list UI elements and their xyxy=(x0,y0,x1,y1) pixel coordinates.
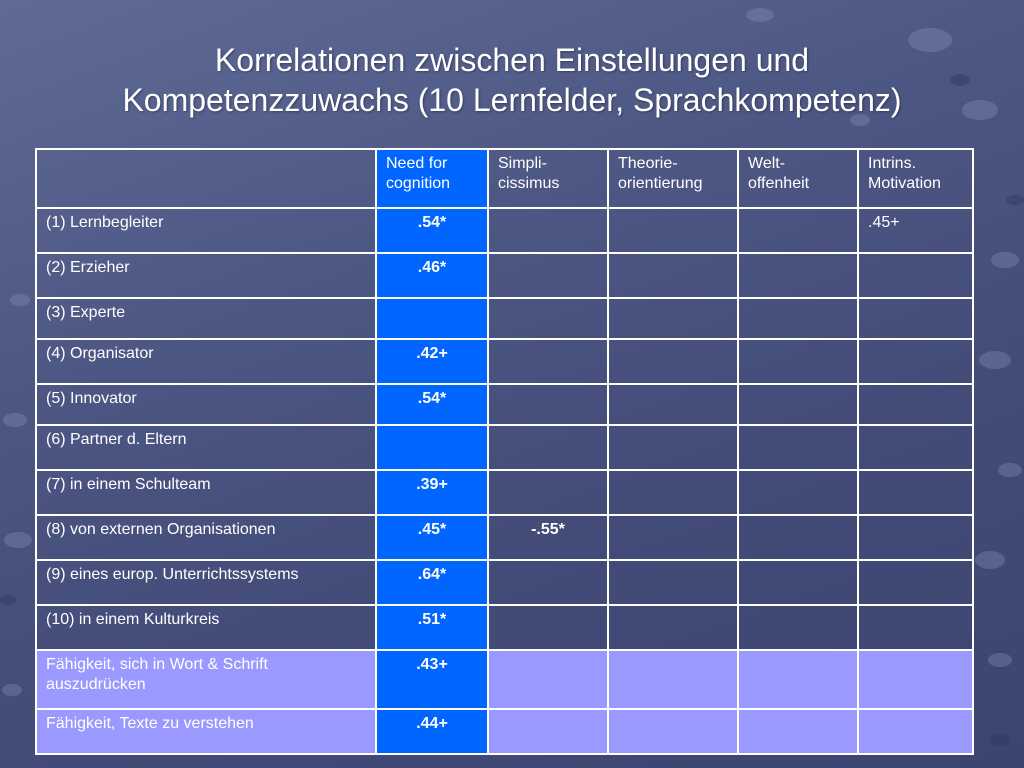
cell-welt xyxy=(738,208,858,253)
cell-need: .39+ xyxy=(376,470,488,515)
correlation-table xyxy=(35,148,974,755)
row-label: (10) in einem Kulturkreis xyxy=(36,605,376,650)
cell-welt xyxy=(738,425,858,470)
table-row xyxy=(36,208,973,253)
cell-need: .44+ xyxy=(376,709,488,754)
cell-need xyxy=(376,425,488,470)
header-theorieorientierung xyxy=(608,149,738,208)
cell-theorie xyxy=(608,650,738,709)
cell-need: .45* xyxy=(376,515,488,560)
table-row xyxy=(36,470,973,515)
header-need-line1: Need for xyxy=(386,155,448,172)
cell-theorie xyxy=(608,298,738,339)
header-welt-line2: offenheit xyxy=(748,175,810,192)
cell-need: .54* xyxy=(376,384,488,425)
table-row xyxy=(36,650,973,709)
cell-intrins: .45+ xyxy=(858,208,973,253)
row-label: (9) eines europ. Unterrichtssystems xyxy=(36,560,376,605)
table-row xyxy=(36,709,973,754)
cell-welt xyxy=(738,298,858,339)
header-intrins-line1: Intrins. xyxy=(868,155,917,172)
cell-need: .43+ xyxy=(376,650,488,709)
row-label: Fähigkeit, sich in Wort & Schrift auszudrücken xyxy=(36,650,376,709)
row-label: (4) Organisator xyxy=(36,339,376,384)
cell-theorie xyxy=(608,208,738,253)
table-row xyxy=(36,298,973,339)
cell-welt xyxy=(738,709,858,754)
cell-theorie xyxy=(608,384,738,425)
cell-theorie xyxy=(608,253,738,298)
title-line-1: Korrelationen zwischen Einstellungen und xyxy=(214,42,810,78)
header-welt-line1: Welt- xyxy=(748,155,786,172)
cell-intrins xyxy=(858,605,973,650)
cell-simpli xyxy=(488,339,608,384)
cell-simpli xyxy=(488,560,608,605)
cell-intrins xyxy=(858,650,973,709)
cell-intrins xyxy=(858,253,973,298)
header-intrins-line2: Motivation xyxy=(868,175,941,192)
cell-welt xyxy=(738,339,858,384)
cell-simpli xyxy=(488,208,608,253)
cell-theorie xyxy=(608,560,738,605)
cell-simpli xyxy=(488,470,608,515)
row-label: (7) in einem Schulteam xyxy=(36,470,376,515)
cell-intrins xyxy=(858,425,973,470)
cell-need: .51* xyxy=(376,605,488,650)
header-intrins-motivation xyxy=(858,149,973,208)
header-simpli-line1: Simpli- xyxy=(498,155,547,172)
cell-welt xyxy=(738,650,858,709)
cell-welt xyxy=(738,605,858,650)
cell-theorie xyxy=(608,515,738,560)
row-label: (5) Innovator xyxy=(36,384,376,425)
cell-simpli: -.55* xyxy=(488,515,608,560)
row-label: (8) von externen Organisationen xyxy=(36,515,376,560)
table-row xyxy=(36,515,973,560)
cell-theorie xyxy=(608,709,738,754)
cell-simpli xyxy=(488,425,608,470)
header-simplicissimus xyxy=(488,149,608,208)
row-label: (1) Lernbegleiter xyxy=(36,208,376,253)
table-row xyxy=(36,425,973,470)
table-row xyxy=(36,560,973,605)
cell-simpli xyxy=(488,605,608,650)
cell-intrins xyxy=(858,560,973,605)
cell-simpli xyxy=(488,253,608,298)
row-label: Fähigkeit, Texte zu verstehen xyxy=(36,709,376,754)
cell-need xyxy=(376,298,488,339)
cell-need: .46* xyxy=(376,253,488,298)
cell-simpli xyxy=(488,709,608,754)
cell-need: .42+ xyxy=(376,339,488,384)
cell-theorie xyxy=(608,339,738,384)
table-row xyxy=(36,384,973,425)
cell-theorie xyxy=(608,605,738,650)
table-row xyxy=(36,339,973,384)
row-label: (6) Partner d. Eltern xyxy=(36,425,376,470)
cell-intrins xyxy=(858,298,973,339)
cell-intrins xyxy=(858,339,973,384)
slide-title xyxy=(0,40,1024,120)
cell-intrins xyxy=(858,384,973,425)
cell-welt xyxy=(738,560,858,605)
table-row xyxy=(36,253,973,298)
header-need-for-cognition xyxy=(376,149,488,208)
table-header-row xyxy=(36,149,973,208)
table-row xyxy=(36,605,973,650)
cell-simpli xyxy=(488,298,608,339)
header-theorie-line2: orientierung xyxy=(618,175,703,192)
cell-simpli xyxy=(488,650,608,709)
cell-intrins xyxy=(858,709,973,754)
cell-welt xyxy=(738,384,858,425)
header-simpli-line2: cissimus xyxy=(498,175,560,192)
header-empty-cell xyxy=(36,149,376,208)
cell-intrins xyxy=(858,470,973,515)
cell-welt xyxy=(738,515,858,560)
cell-welt xyxy=(738,253,858,298)
row-label: (3) Experte xyxy=(36,298,376,339)
cell-intrins xyxy=(858,515,973,560)
cell-theorie xyxy=(608,470,738,515)
row-label: (2) Erzieher xyxy=(36,253,376,298)
header-need-line2: cognition xyxy=(386,175,451,192)
cell-simpli xyxy=(488,384,608,425)
cell-theorie xyxy=(608,425,738,470)
header-theorie-line1: Theorie- xyxy=(618,155,678,172)
cell-need: .64* xyxy=(376,560,488,605)
header-weltoffenheit xyxy=(738,149,858,208)
cell-need: .54* xyxy=(376,208,488,253)
cell-welt xyxy=(738,470,858,515)
title-line-2: Kompetenzzuwachs (10 Lernfelder, Sprachkompetenz) xyxy=(122,82,902,118)
